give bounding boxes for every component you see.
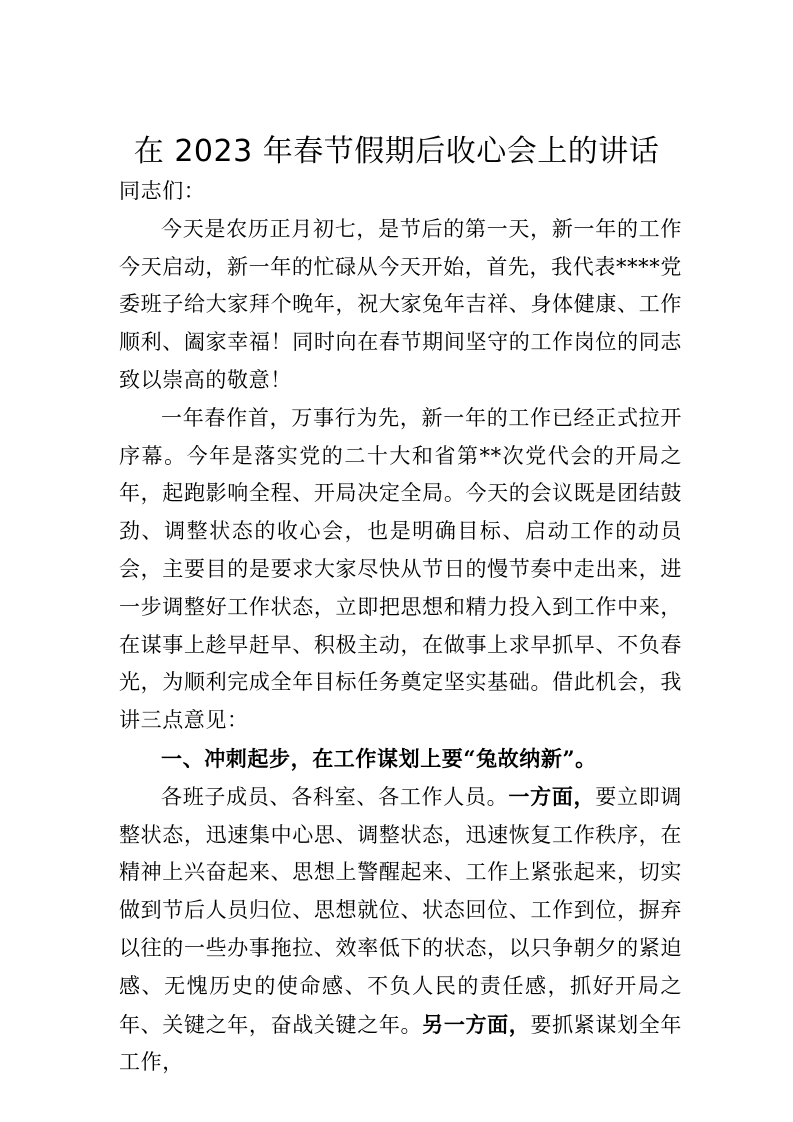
document-body <box>119 173 682 1082</box>
paragraph-section-1 <box>119 778 682 1082</box>
paragraph-section-1-text-2: 要抓紧谋划全年工作， <box>119 1012 683 1075</box>
paragraph-opening: 今天是农历正月初七，是节后的第一天，新一年的工作今天启动，新一年的忙碌从今天开始，首先，我代表****党委班子给大家拜个晚年，祝大家兔年吉祥、身体健康、工作顺利、阖家幸福！同时向在春节期间坚守的工作岗位的同志致以崇高的敬意！ <box>119 216 682 392</box>
section-heading-1: 一、冲刺起步，在工作谋划上要“兔故纳新”。 <box>161 745 597 771</box>
emphasis-on-one-hand: 一方面， <box>508 783 596 809</box>
emphasis-on-other-hand: 另一方面， <box>422 1011 531 1037</box>
salutation: 同志们： <box>119 179 206 203</box>
document-title: 在 2023 年春节假期后收心会上的讲话 <box>133 134 660 169</box>
paragraph-section-1-text-1: 要立即调整状态，迅速集中心思、调整状态，迅速恢复工作秩序，在精神上兴奋起来、思想上警醒起来、工作上紧张起来，切实做到节后人员归位、思想就位、状态回位、工作到位，摒弃以往的一些办事拖拉、效率低下的状态，以只争朝夕的紧迫感、无愧历史的使命感、不负人民的责任感，抓好开局之年、关键之年，奋战关键之年。 <box>119 784 683 1037</box>
paragraph-purpose: 一年春作首，万事行为先，新一年的工作已经正式拉开序幕。今年是落实党的二十大和省第**次党代会的开局之年，起跑影响全程、开局决定全局。今天的会议既是团结鼓劲、调整状态的收心会，也是明确目标、启动工作的动员会，主要目的是要求大家尽快从节日的慢节奏中走出来，进一步调整好工作状态，立即把思想和精力投入到工作中来，在谋事上趁早赶早、积极主动，在做事上求早抓早、不负春光，为顺利完成全年目标任务奠定坚实基础。借此机会，我讲三点意见： <box>119 405 682 733</box>
paragraph-section-1-intro: 各班子成员、各科室、各工作人员。 <box>161 784 509 809</box>
